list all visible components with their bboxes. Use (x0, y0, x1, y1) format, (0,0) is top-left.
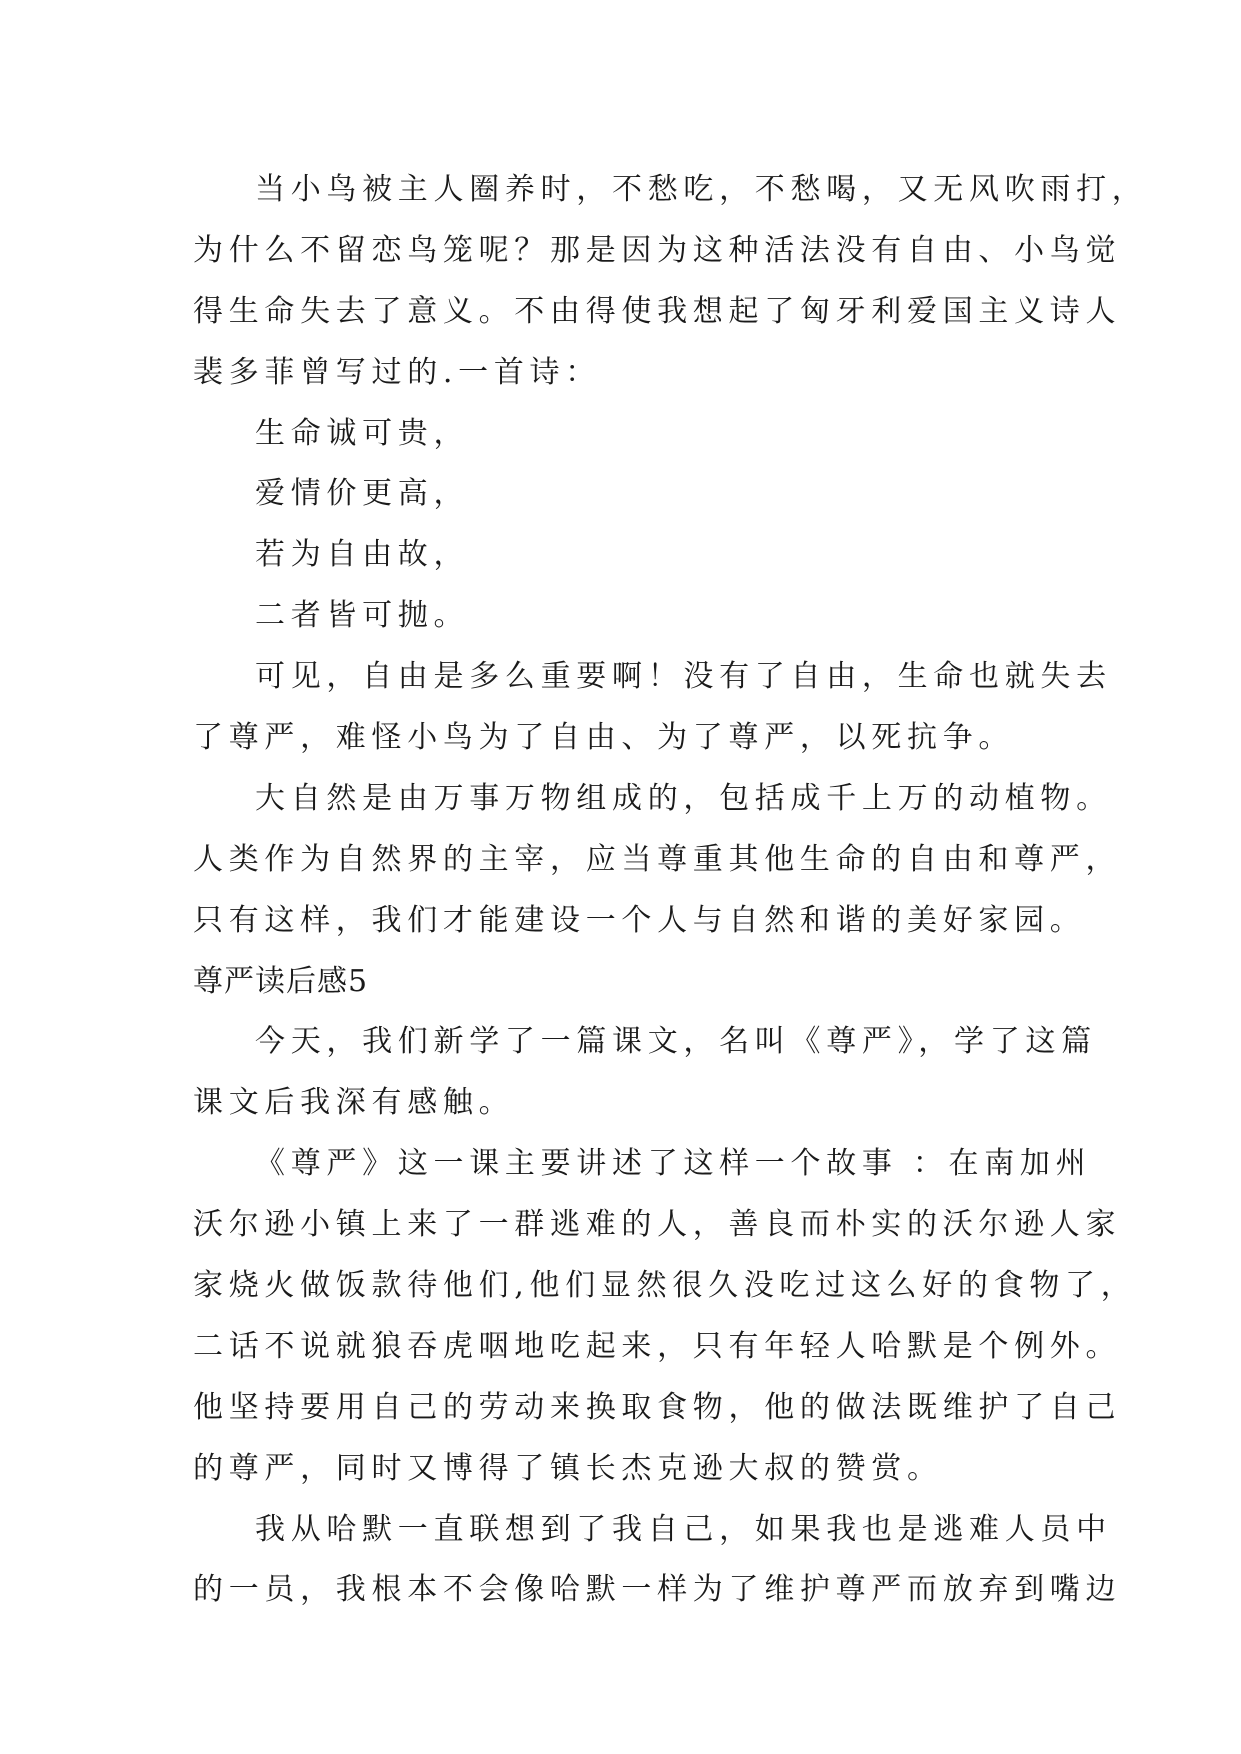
paragraph-line: 人类作为自然界的主宰，应当尊重其他生命的自由和尊严， (193, 841, 1122, 877)
paragraph-line: 可见，自由是多么重要啊！没有了自由，生命也就失去 (255, 659, 1112, 695)
poem-line: 生命诚可贵， (255, 415, 470, 451)
paragraph-line: 裴多菲曾写过的.一首诗： (193, 354, 601, 390)
paragraph-line: 我从哈默一直联想到了我自己，如果我也是逃难人员中 (255, 1511, 1112, 1547)
paragraph-line: 大自然是由万事万物组成的，包括成千上万的动植物。 (255, 780, 1112, 816)
poem-line: 爱情价更高， (255, 476, 470, 512)
paragraph-line: 二话不说就狼吞虎咽地吃起来，只有年轻人哈默是个例外。 (193, 1328, 1122, 1364)
paragraph-line: 家烧火做饭款待他们,他们显然很久没吃过这么好的食物了， (193, 1268, 1137, 1304)
paragraph-line: 今天，我们新学了一篇课文，名叫《尊严》，学了这篇 (255, 1024, 1097, 1060)
paragraph-line: 《尊严》这一课主要讲述了这样一个故事 ：在南加州 (255, 1146, 1092, 1182)
paragraph-line: 当小鸟被主人圈养时，不愁吃，不愁喝，又无风吹雨打， (255, 172, 1148, 207)
section-heading: 尊严读后感5 (193, 963, 369, 999)
paragraph-line: 的一员，我根本不会像哈默一样为了维护尊严而放弃到嘴边 (193, 1572, 1122, 1608)
paragraph-line: 课文后我深有感触。 (193, 1085, 515, 1121)
paragraph-line: 了尊严，难怪小鸟为了自由、为了尊严，以死抗争。 (193, 720, 1015, 756)
poem-line: 二者皆可抛。 (255, 598, 470, 634)
paragraph-line: 他坚持要用自己的劳动来换取食物，他的做法既维护了自己 (193, 1389, 1122, 1425)
document-body (193, 160, 1148, 1621)
paragraph-line: 沃尔逊小镇上来了一群逃难的人，善良而朴实的沃尔逊人家 (193, 1207, 1122, 1243)
poem-line: 若为自由故， (255, 537, 470, 573)
paragraph-line: 为什么不留恋鸟笼呢？那是因为这种活法没有自由、小鸟觉 (193, 232, 1122, 268)
paragraph-line: 的尊严，同时又博得了镇长杰克逊大叔的赞赏。 (193, 1450, 943, 1486)
paragraph-line: 只有这样，我们才能建设一个人与自然和谐的美好家园。 (193, 902, 1086, 938)
paragraph-line: 得生命失去了意义。不由得使我想起了匈牙利爱国主义诗人 (193, 293, 1122, 329)
